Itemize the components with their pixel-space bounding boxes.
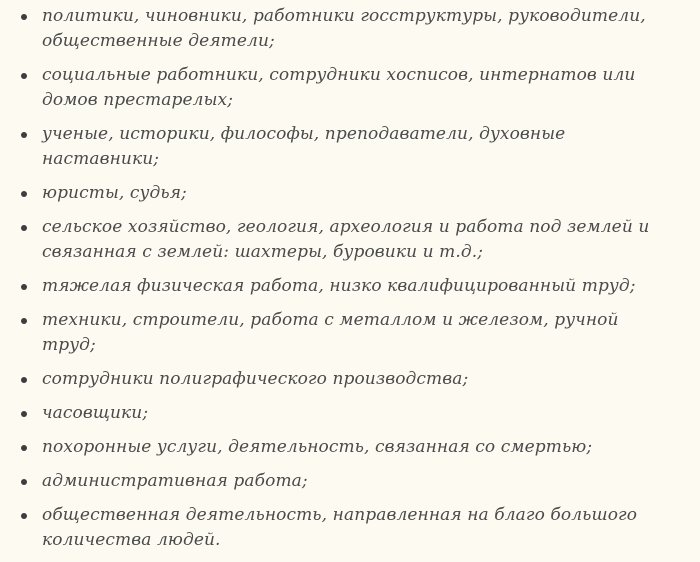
bullet-icon [21, 132, 27, 138]
list-item-text: социальные работники, сотрудники хосписов, интернатов или домов престарелых; [42, 65, 636, 110]
bullet-icon [21, 445, 27, 451]
bullet-icon [21, 513, 27, 519]
list-item-text: сотрудники полиграфического производства; [42, 369, 469, 389]
list-item [0, 308, 700, 358]
list-item-text: сельское хозяйство, геология, археология и работа под землей и связанная с землей: шахтеры, буровики и т.д.; [42, 217, 650, 262]
list-item [0, 215, 700, 265]
bullet-icon [21, 411, 27, 417]
list-item-text: общественная деятельность, направленная на благо большого количества людей. [42, 505, 638, 550]
list-item [0, 63, 700, 113]
bullet-icon [21, 479, 27, 485]
list-item [0, 4, 700, 54]
list-item-text: юристы, судья; [42, 183, 187, 203]
list-item [0, 435, 700, 460]
list-item-text: тяжелая физическая работа, низко квалифицированный труд; [42, 276, 636, 296]
list-item-text: административная работа; [42, 471, 308, 491]
list-item [0, 401, 700, 426]
bullet-icon [21, 377, 27, 383]
list-item-text: часовщики; [42, 403, 149, 423]
bullet-icon [21, 191, 27, 197]
list-item [0, 503, 700, 553]
bullet-icon [21, 225, 27, 231]
list-item [0, 367, 700, 392]
list-item-text: техники, строители, работа с металлом и железом, ручной труд; [42, 310, 619, 355]
bullet-icon [21, 318, 27, 324]
list-item [0, 469, 700, 494]
list-item-text: похоронные услуги, деятельность, связанная со смертью; [42, 437, 593, 457]
bullet-icon [21, 14, 27, 20]
list-item [0, 181, 700, 206]
list-item [0, 274, 700, 299]
list-item [0, 122, 700, 172]
list-item-text: политики, чиновники, работники госструктуры, руководители, общественные деятели; [42, 6, 646, 51]
professions-list [0, 4, 700, 562]
bullet-icon [21, 73, 27, 79]
list-item-text: ученые, историки, философы, преподаватели, духовные наставники; [42, 124, 566, 169]
bullet-icon [21, 284, 27, 290]
